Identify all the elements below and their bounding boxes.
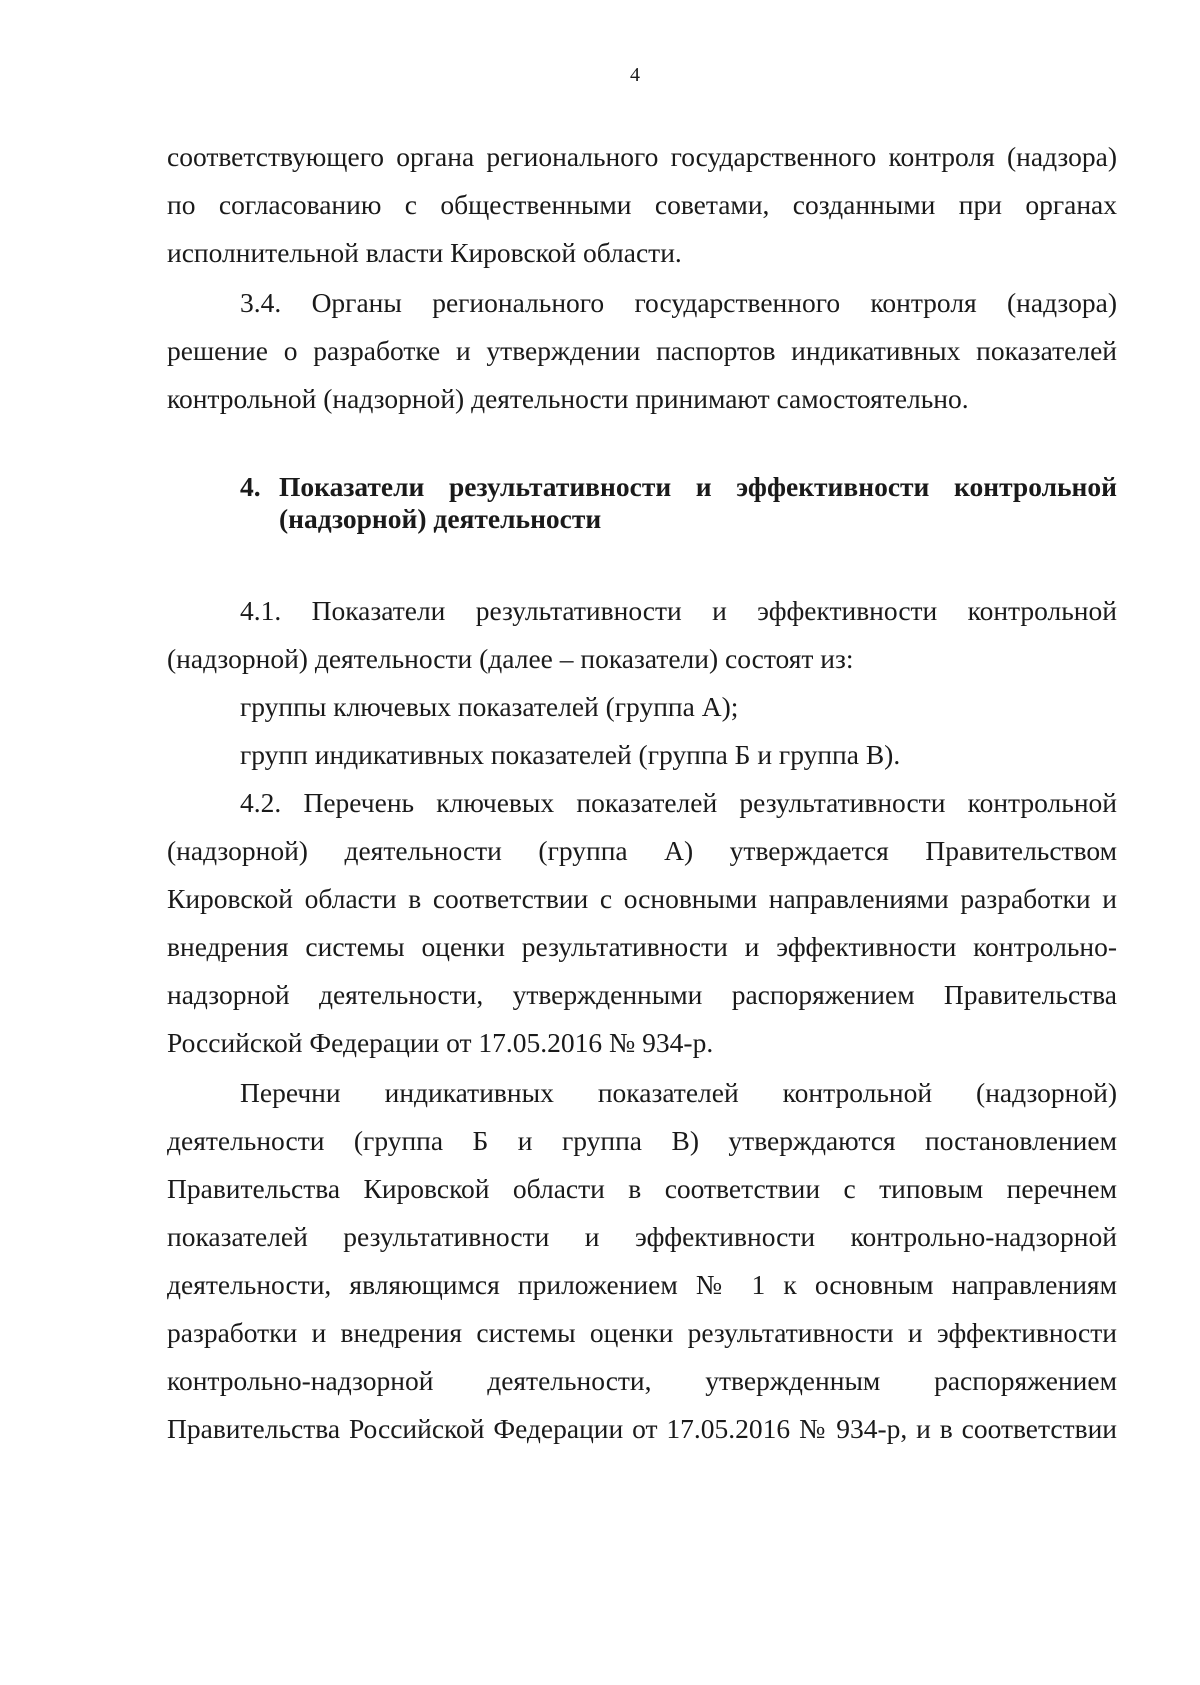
text-line: (надзорной) деятельности (далее – показатели) состоят из: [167,643,854,674]
list-item: групп индикативных показателей (группа Б и группа В). [240,739,901,770]
text-line: по согласованию с общественными советами, созданными при органах [167,189,1117,220]
paragraph-3-4 [167,279,1117,423]
text-line: показателей результативности и эффективности контрольно-надзорной [167,1221,1117,1252]
text-line: надзорной деятельности, утвержденными распоряжением Правительства [167,979,1117,1010]
list-item: группы ключевых показателей (группа А); [240,691,739,722]
text-line: решение о разработке и утверждении паспортов индикативных показателей [167,335,1117,366]
paragraph-4-2 [167,779,1117,1067]
section-title-line: (надзорной) деятельности [279,503,602,534]
text-line: разработки и внедрения системы оценки результативности и эффективности [167,1317,1117,1348]
text-line: 4.1. Показатели результативности и эффективности контрольной [240,595,1117,626]
text-line: исполнительной власти Кировской области. [167,237,682,268]
text-line: Правительства Кировской области в соответствии с типовым перечнем [167,1173,1117,1204]
text-line: соответствующего органа регионального государственного контроля (надзора) [167,141,1117,172]
text-line: (надзорной) деятельности (группа А) утверждается Правительством [167,835,1117,866]
text-line: Правительства Российской Федерации от 17.05.2016 № 934-р, и в соответствии [167,1413,1117,1444]
text-line: внедрения системы оценки результативности и эффективности контрольно- [167,931,1117,962]
document-body [167,133,1117,1453]
text-line: деятельности, являющимся приложением № 1 к основным направлениям [167,1269,1117,1300]
text-line: контрольно-надзорной деятельности, утвержденным распоряжением [167,1365,1117,1396]
text-line: Российской Федерации от 17.05.2016 № 934-р. [167,1027,714,1058]
paragraph-4-1 [167,587,1117,683]
text-line: контрольной (надзорной) деятельности принимают самостоятельно. [167,383,969,414]
text-line: Кировской области в соответствии с основными направлениями разработки и [167,883,1117,914]
paragraph-indicator-lists [167,1069,1117,1453]
text-line: 3.4. Органы регионального государственного контроля (надзора) [240,287,1117,318]
section-heading [167,471,1117,535]
text-line: деятельности (группа Б и группа В) утверждаются постановлением [167,1125,1117,1156]
section-title-line: Показатели результативности и эффективности контрольной [279,471,1117,502]
page-number: 4 [630,64,640,86]
paragraph-continuation [167,133,1117,277]
section-number: 4. [240,471,261,502]
text-line: Перечни индикативных показателей контрольной (надзорной) [240,1077,1117,1108]
text-line: 4.2. Перечень ключевых показателей результативности контрольной [240,787,1117,818]
indicator-groups-list [167,683,1117,779]
